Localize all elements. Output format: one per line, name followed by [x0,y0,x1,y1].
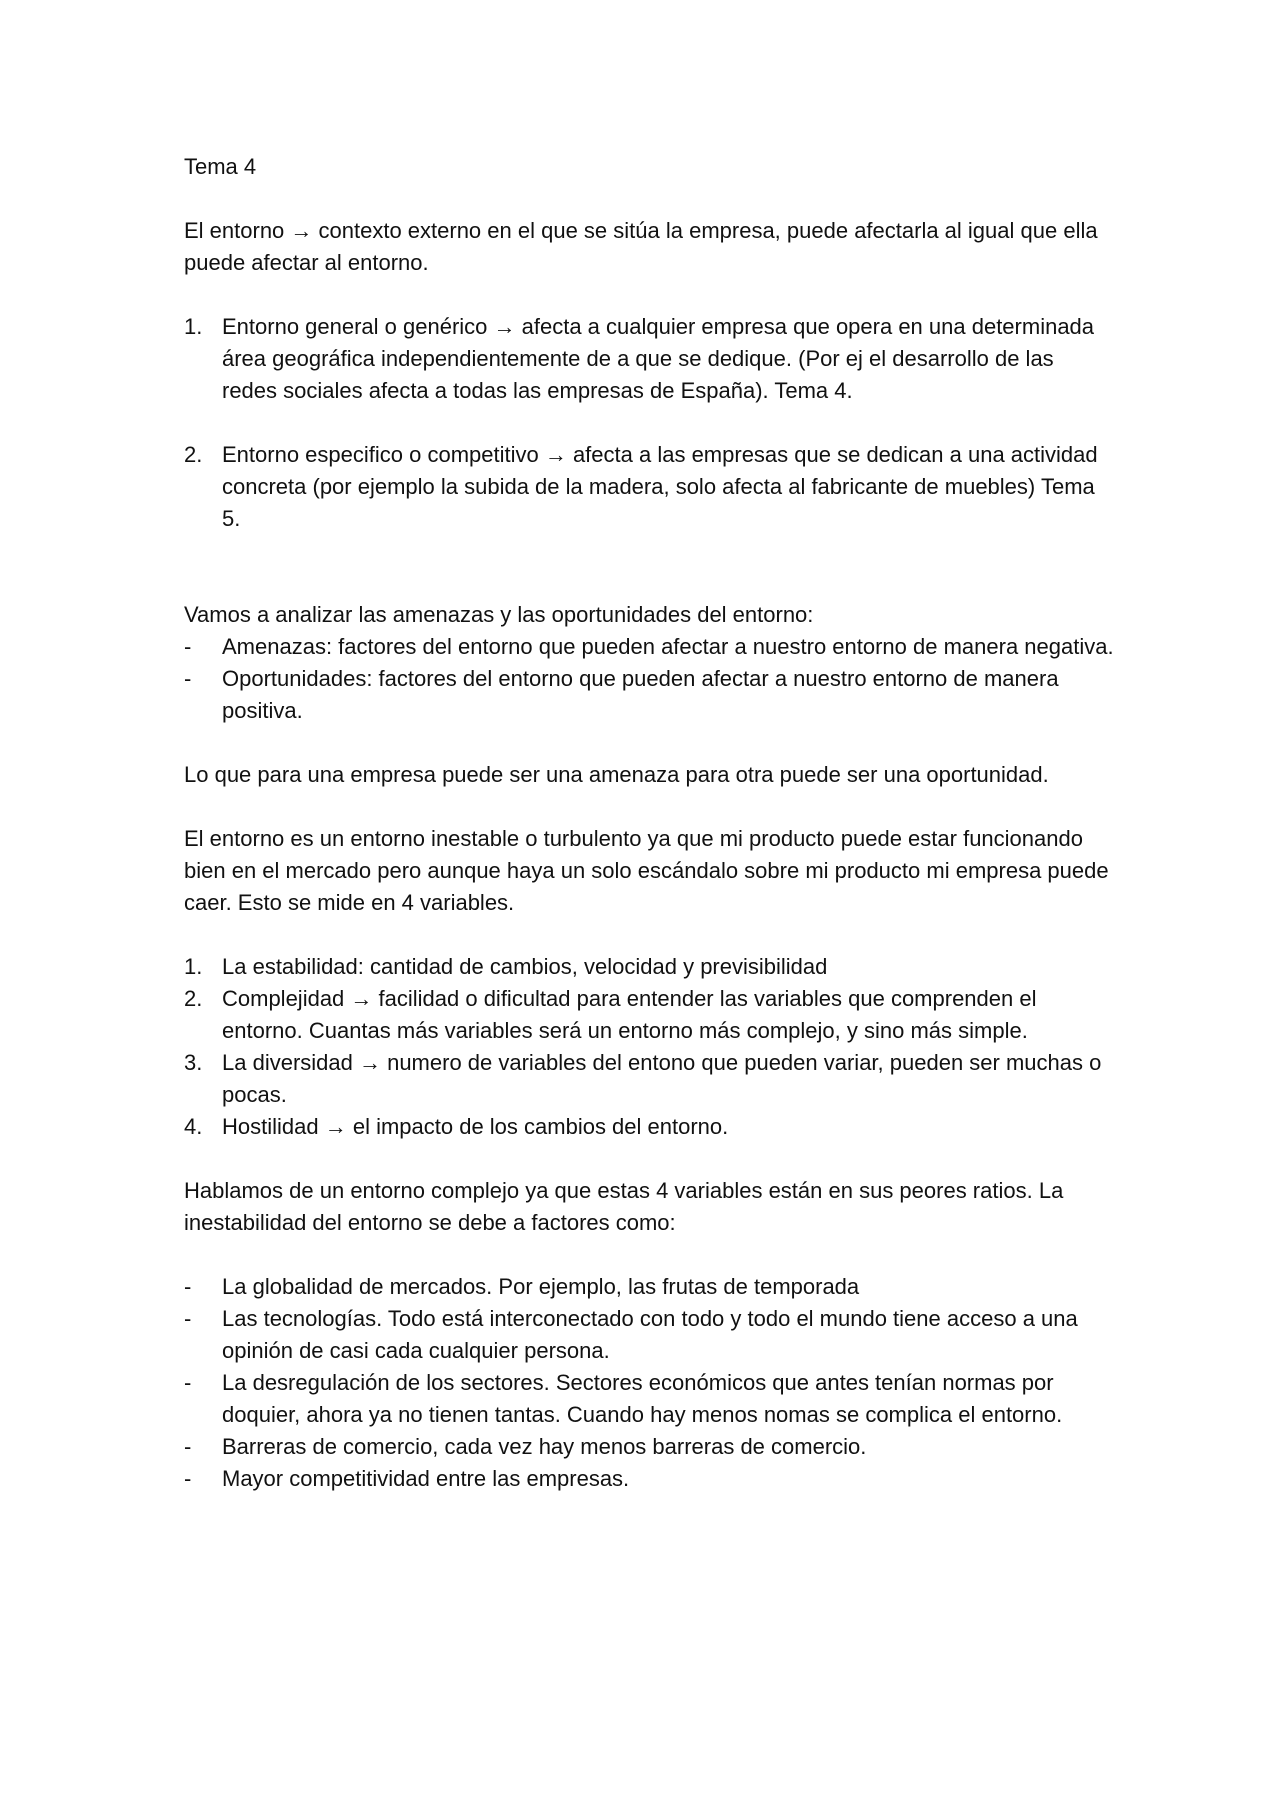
list-item-text: Entorno general o genérico → afecta a cualquier empresa que opera en una determinada área geográfica independientemente de a que se dedique. (Por ej el desarrollo de las redes sociales afecta a todas las empresas de España). Tema 4. [222,314,1095,403]
analysis-intro: Vamos a analizar las amenazas y las oportunidades del entorno: [184,602,814,627]
list-item [184,983,1114,1047]
list-number: 3. [184,1050,203,1075]
list-item [184,1367,1114,1431]
unstable-paragraph: El entorno es un entorno inestable o turbulento ya que mi producto puede estar funcionando bien en el mercado pero aunque haya un solo escándalo sobre mi producto mi empresa puede caer. Esto se mide en 4 variables. [184,826,1109,915]
list-item [184,1047,1114,1111]
list-item-text: La diversidad → numero de variables del entono que pueden variar, pueden ser muchas o pocas. [222,1050,1102,1107]
list-item [184,1271,1114,1303]
list-number: 2. [184,442,203,467]
list-item-text: La globalidad de mercados. Por ejemplo, las frutas de temporada [222,1274,860,1299]
list-dash: - [184,666,192,691]
list-item-text: Las tecnologías. Todo está interconectado con todo y todo el mundo tiene acceso a una opinión de casi cada cualquier persona. [222,1306,1078,1363]
list-item [184,1431,1114,1463]
list-number: 2. [184,986,203,1011]
list-item-text: Entorno especifico o competitivo → afecta a las empresas que se dedican a una actividad concreta (por ejemplo la subida de la madera, solo afecta al fabricante de muebles) Tema 5. [222,442,1098,531]
list-dash: - [184,1434,192,1459]
list-number: 1. [184,314,203,339]
list-item-text: La desregulación de los sectores. Sectores económicos que antes tenían normas por doquier, ahora ya no tienen tantas. Cuando hay menos nomas se complica el entorno. [222,1370,1063,1427]
page-title: Tema 4 [184,154,257,179]
list-dash: - [184,1306,192,1331]
list-item [184,1463,1114,1495]
document-page [184,151,1114,1495]
analysis-list [184,631,1114,727]
list-item [184,439,1114,535]
list-dash: - [184,634,192,659]
list-item [184,1111,1114,1143]
list-item-text: Barreras de comercio, cada vez hay menos barreras de comercio. [222,1434,867,1459]
list-item [184,951,1114,983]
intro-paragraph: El entorno → contexto externo en el que se sitúa la empresa, puede afectarla al igual que ella puede afectar al entorno. [184,218,1098,275]
complex-paragraph: Hablamos de un entorno complejo ya que estas 4 variables están en sus peores ratios. La inestabilidad del entorno se debe a factores como: [184,1178,1064,1235]
list-item [184,631,1114,663]
list-item [184,663,1114,727]
opportunity-paragraph: Lo que para una empresa puede ser una amenaza para otra puede ser una oportunidad. [184,762,1049,787]
list-number: 4. [184,1114,203,1139]
list-item-text: Mayor competitividad entre las empresas. [222,1466,630,1491]
list-dash: - [184,1466,192,1491]
factors-list [184,1271,1114,1495]
list-item-text: Complejidad → facilidad o dificultad para entender las variables que comprenden el entorno. Cuantas más variables será un entorno más complejo, y sino más simple. [222,986,1037,1043]
variables-list [184,951,1114,1143]
list-dash: - [184,1370,192,1395]
list-item-text: Oportunidades: factores del entorno que pueden afectar a nuestro entorno de manera positiva. [222,666,1059,723]
environment-types-list [184,311,1114,535]
list-number: 1. [184,954,203,979]
list-item-text: La estabilidad: cantidad de cambios, velocidad y previsibilidad [222,954,828,979]
list-item-text: Amenazas: factores del entorno que pueden afectar a nuestro entorno de manera negativa. [222,634,1114,659]
list-item-text: Hostilidad → el impacto de los cambios del entorno. [222,1114,729,1139]
list-dash: - [184,1274,192,1299]
list-item [184,1303,1114,1367]
list-item [184,311,1114,407]
